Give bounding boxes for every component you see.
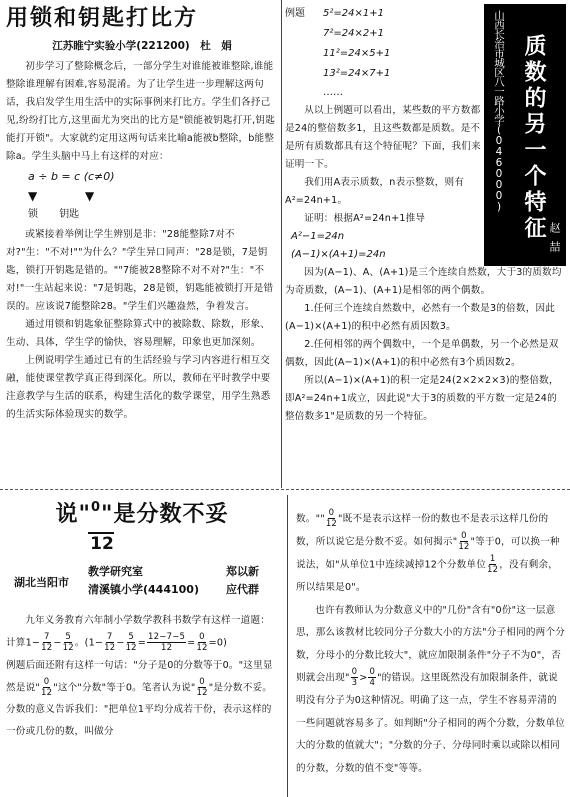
ellipsis: …… <box>323 87 343 98</box>
proof-intro: 证明：根据A²=24n+1推导 <box>304 213 426 224</box>
label-lock: 锁 <box>28 209 38 220</box>
fraction <box>147 632 186 653</box>
text: − <box>53 637 62 649</box>
paragraph: 所以(A−1)×(A+1)的积一定是24(2×2×2×3)的整倍数，即A²=24n+1成立，因此说"大于3的质数的平方数一定是24的整倍数多1"是质数的另一个特征。 <box>285 375 559 422</box>
numerator: 0 <box>328 508 335 518</box>
numerator: 5 <box>65 632 72 642</box>
text: 数。"" <box>296 513 325 525</box>
paragraph: 或紧接着举例让学生辨别是非："28能整除7对不对?"生："不对!""为什么？"学生异口同声："28是锁，7是钥匙，锁打开钥匙是错的。""7能被28整除不对不对?"生："不对!"一生站起来说："7是钥匙，28是锁，钥匙能被锁打开是错误的。应该说7能整除28。"学生们兴趣盎然，争着发言。 <box>6 229 274 312</box>
numerator: 0 <box>199 676 205 687</box>
numerator: 7 <box>106 632 113 642</box>
text: 。(1− <box>74 637 104 649</box>
equation: 11²=24×5+1 <box>323 48 391 59</box>
title-denominator: 12 <box>90 534 114 554</box>
denominator: 12 <box>104 643 116 653</box>
paragraph: 初步学习了整除概念后，一部分学生对谁能被谁整除,谁能整除谁理解有困难,容易混淆。为了让学生进一步理解这两句话，我启发学生用生活中的实际事例来打比方。学生们各抒己见,纷纷打比方,这里面尤为突出的比方是"锁能被钥匙打开,钥匙能打开锁"。大家就约定用这两句话来比喻a能被b整除，b能整除a。学生头脑中马上有这样的对应： <box>6 61 275 162</box>
text: "的错误。这里既然没有加限制条件，就说明没有分子为0这种情况。明确了这一点，学生不容易弄清的一些问题就容易多了。如判断"分子相同的两个分数，分数单位大的分数的值就大"；"分数的分子、分母同时乘以或除以相同的分数，分数的值不变"等等。 <box>296 672 566 774</box>
paragraph <box>6 655 278 744</box>
fraction <box>197 677 208 698</box>
denominator: 12 <box>196 687 208 698</box>
fraction <box>487 554 498 575</box>
text: "是分数不妥。分数的意义告诉我们："把单位1平均分成若干份，表示这样的一份或几份的数，叫做分 <box>6 682 273 737</box>
article-title <box>6 501 278 532</box>
numerator: 7 <box>43 632 50 642</box>
article-byline <box>6 560 278 610</box>
denominator: 12 <box>325 519 338 529</box>
denominator: 12 <box>487 565 499 575</box>
label-key: 钥匙 <box>59 209 80 220</box>
equation: 13²=24×7+1 <box>323 68 391 79</box>
paragraph <box>6 610 278 655</box>
author: 应代群 <box>226 583 259 596</box>
section-divider <box>0 489 570 490</box>
article-zero-fraction <box>6 495 278 743</box>
numerator: 12−7−5 <box>148 632 186 642</box>
article-zero-fraction-continued <box>296 508 566 780</box>
denominator: 12 <box>458 542 470 552</box>
paragraph: 2.任何相邻的两个偶数中，一个是单偶数，另一个必然是双偶数，因此(A−1)×(A+1)的积中必然有3个质因数2。 <box>285 339 559 368</box>
math-line: A²−1=24n <box>291 231 345 242</box>
numerator: 0 <box>351 667 358 677</box>
upper-text-block <box>285 102 481 228</box>
division-formula: a ÷ b = c (c≠0) <box>28 170 115 183</box>
denominator: 12 <box>160 643 173 653</box>
fraction <box>326 508 337 529</box>
denominator: 12 <box>41 687 53 698</box>
text: 九年义务教育六年制小学数学教科书数学有这样一道题：计算1− <box>6 615 271 649</box>
down-arrows-icon: ▼ ▼ <box>28 189 117 203</box>
byline-authors <box>226 563 259 599</box>
paragraph: 上例说明学生通过已有的生活经验与学习内容进行相互交融，能使课堂教学真正得到深化。所以，教师在平时教学中要注意教学与生活的联系，构建生活化的数学课堂，用学生熟悉的生活实际体验现实的数学。 <box>6 355 271 420</box>
paragraph: 从以上例题可以看出，某些数的平方数都是24的整倍数多1，且这些数都是质数。是不是所有质数都具有这个特征呢？下面，我们来证明一下。 <box>285 105 481 170</box>
fraction <box>41 677 52 698</box>
fraction <box>196 632 207 653</box>
column-divider <box>287 495 288 797</box>
numerator: 0 <box>199 632 205 642</box>
text: "等于0，可以换一种说法，如"从单位1中连续减掉12个分数单位 <box>296 536 560 571</box>
equation: 7²=24×2+1 <box>323 28 384 39</box>
title-part: 说" <box>55 502 91 527</box>
text: > <box>359 672 368 684</box>
title-part: "是分数不妥 <box>101 502 229 527</box>
numerator: 0 <box>461 531 467 541</box>
denominator: 12 <box>62 643 74 653</box>
paragraph: 通过用锁和钥匙象征整除算式中的被除数、除数，形象、生动、具体，学生学的愉快，容易理解，印象也更加深刻。 <box>6 319 271 348</box>
org-line: 教学研究室 <box>88 565 143 578</box>
paragraph: 我们用A表示质数，n表示整数，则有A²=24n+1。 <box>285 177 465 206</box>
text: "这个"分数"等于0。笔者认为说" <box>53 682 196 693</box>
numerator: 0 <box>369 667 376 677</box>
fraction <box>126 632 137 653</box>
author: 郑以新 <box>226 565 259 578</box>
text: = <box>137 637 147 649</box>
paragraph: 因为(A−1)、A、(A+1)是三个连续自然数，大于3的质数均为奇质数，(A−1)、(A+1)是相邻的两个偶数。 <box>285 267 562 296</box>
title-sidebar <box>484 4 566 266</box>
byline-location: 湖北当阳市 <box>14 576 69 589</box>
sidebar-author: 赵喆 <box>548 222 561 260</box>
byline-org <box>88 563 199 599</box>
denominator: 4 <box>369 678 376 688</box>
equation: 5²=24×1+1 <box>323 8 384 19</box>
denominator: 3 <box>351 678 358 688</box>
sidebar-place: 山西长治市城区八一路小学(046000) <box>493 10 505 212</box>
article-title: 用锁和钥匙打比方 <box>6 6 199 31</box>
text: ，没有剩余，所以结果是0"。 <box>296 559 559 593</box>
fraction <box>368 667 376 688</box>
article-lock-key <box>6 4 278 424</box>
denominator: 12 <box>41 643 53 653</box>
paragraph: 1.任何三个连续自然数中，必然有一个数是3的倍数，因此(A−1)×(A+1)的积中必然有质因数3。 <box>285 303 556 332</box>
text: − <box>116 637 125 649</box>
paragraph <box>296 600 566 781</box>
fraction <box>351 667 359 688</box>
paragraph <box>296 508 566 600</box>
text: = <box>187 637 196 649</box>
formula-labels <box>28 206 278 224</box>
text: 也许有教师认为分数意义中的"几份"含有"0份"这一层意思，那么该教材比较同分子分数大小的方法"分子相同的两个分数，分母小的分数比较大"，就应加限制条件"分子不为0"，否则就会出现" <box>296 604 566 684</box>
math-line: (A−1)×(A+1)=24n <box>291 249 386 260</box>
denominator: 12 <box>125 643 137 653</box>
fraction <box>458 531 469 552</box>
fraction <box>104 632 115 653</box>
text: "既不是表示这样一份的数也不是表示这样几份的数，所以说它是分数不妥。如何揭示" <box>296 513 549 548</box>
fraction <box>41 632 52 653</box>
fraction <box>63 632 74 653</box>
article-byline: 江苏睢宁实验小学(221200) 杜 娟 <box>52 40 232 52</box>
text: 例题后面还附有这样一句话："分子是0的分数等于0。"这里显然是说" <box>6 659 273 693</box>
text: =0) <box>208 637 228 649</box>
numerator: 0 <box>43 676 50 687</box>
numerator: 1 <box>489 554 496 564</box>
example-label: 例题 <box>285 8 305 19</box>
numerator: 5 <box>128 632 134 642</box>
org-line: 清溪镇小学(444100) <box>88 583 199 596</box>
denominator: 12 <box>196 643 208 653</box>
title-numerator: 0 <box>90 500 102 515</box>
sidebar-title: 质数的另一个特征 <box>521 34 546 242</box>
column-divider <box>281 0 282 488</box>
